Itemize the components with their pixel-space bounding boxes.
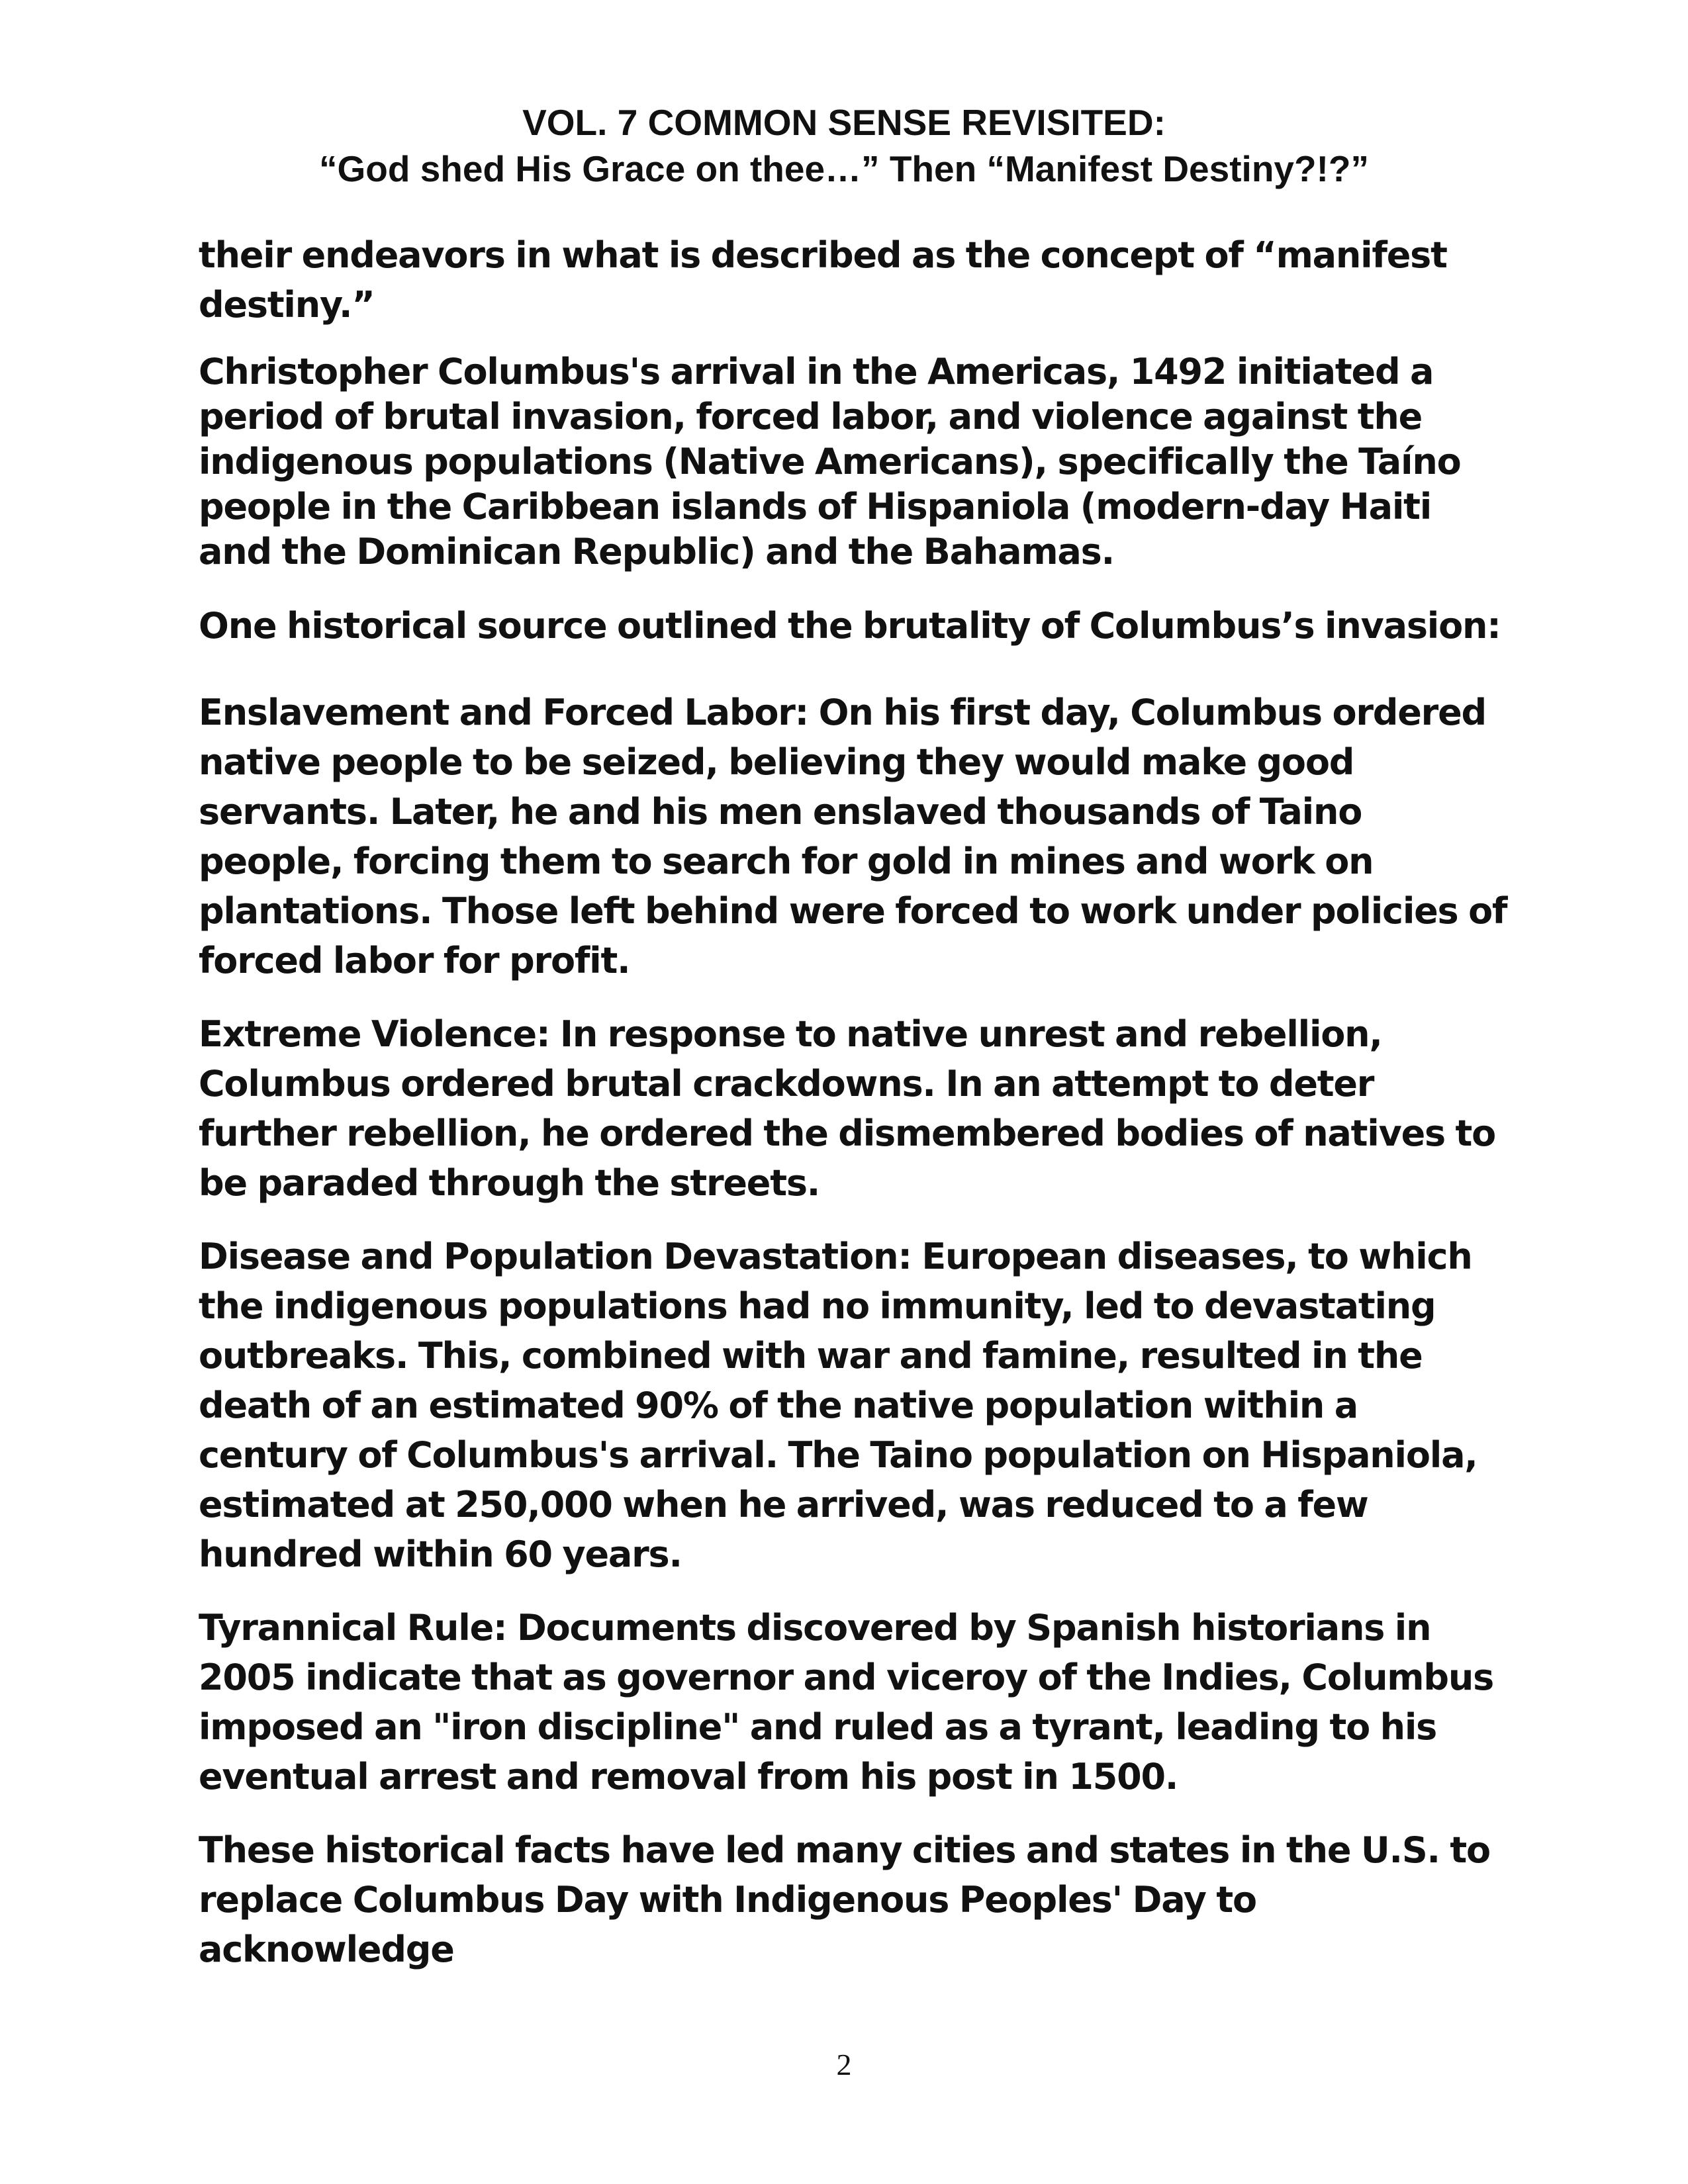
paragraph-intro: their endeavors in what is described as the concept of “manifest destiny.”	[199, 234, 1447, 326]
document-header	[0, 99, 1688, 192]
paragraph-disease: Disease and Population Devastation: European diseases, to which the indigenous populations had no immunity, led to devastating outbreaks. This, combined with war and famine, resulted in the death of an estimated 90% of the native population within a century of Columbus's arrival. The Taino population on Hispaniola, estimated at 250,000 when he arrived, was reduced to a few hundred within 60 years.	[199, 1236, 1477, 1575]
page-number: 2	[836, 2048, 852, 2081]
header-title-line: VOL. 7 COMMON SENSE REVISITED:	[522, 102, 1166, 143]
paragraph-tyrannical-rule: Tyrannical Rule: Documents discovered by Spanish historians in 2005 indicate that as governor and viceroy of the Indies, Columbus imposed an "iron discipline" and ruled as a tyrant, leading to his eventual arrest and removal from his post in 1500.	[199, 1607, 1494, 1797]
paragraph-closing: These historical facts have led many cities and states in the U.S. to replace Columbus Day with Indigenous Peoples' Day to acknowledge	[199, 1829, 1490, 1970]
paragraph-historical-source: One historical source outlined the brutality of Columbus’s invasion:	[199, 605, 1501, 647]
header-subtitle-line: “God shed His Grace on thee…” Then “Manifest Destiny?!?”	[318, 148, 1370, 189]
paragraph-columbus-arrival: Christopher Columbus's arrival in the Americas, 1492 initiated a period of brutal invasion, forced labor, and violence against the indigenous populations (Native Americans), specifically the Taíno people in the Caribbean islands of Hispaniola (modern-day Haiti and the Dominican Republic) and the Bahamas.	[199, 351, 1461, 572]
paragraph-extreme-violence: Extreme Violence: In response to native unrest and rebellion, Columbus ordered brutal crackdowns. In an attempt to deter further rebellion, he ordered the dismembered bodies of natives to be paraded through the streets.	[199, 1013, 1496, 1204]
paragraph-enslavement: Enslavement and Forced Labor: On his first day, Columbus ordered native people to be seized, believing they would make good servants. Later, he and his men enslaved thousands of Taino people, forcing them to search for gold in mines and work on plantations. Those left behind were forced to work under policies of forced labor for profit.	[199, 692, 1507, 981]
body-text	[199, 230, 1509, 1974]
